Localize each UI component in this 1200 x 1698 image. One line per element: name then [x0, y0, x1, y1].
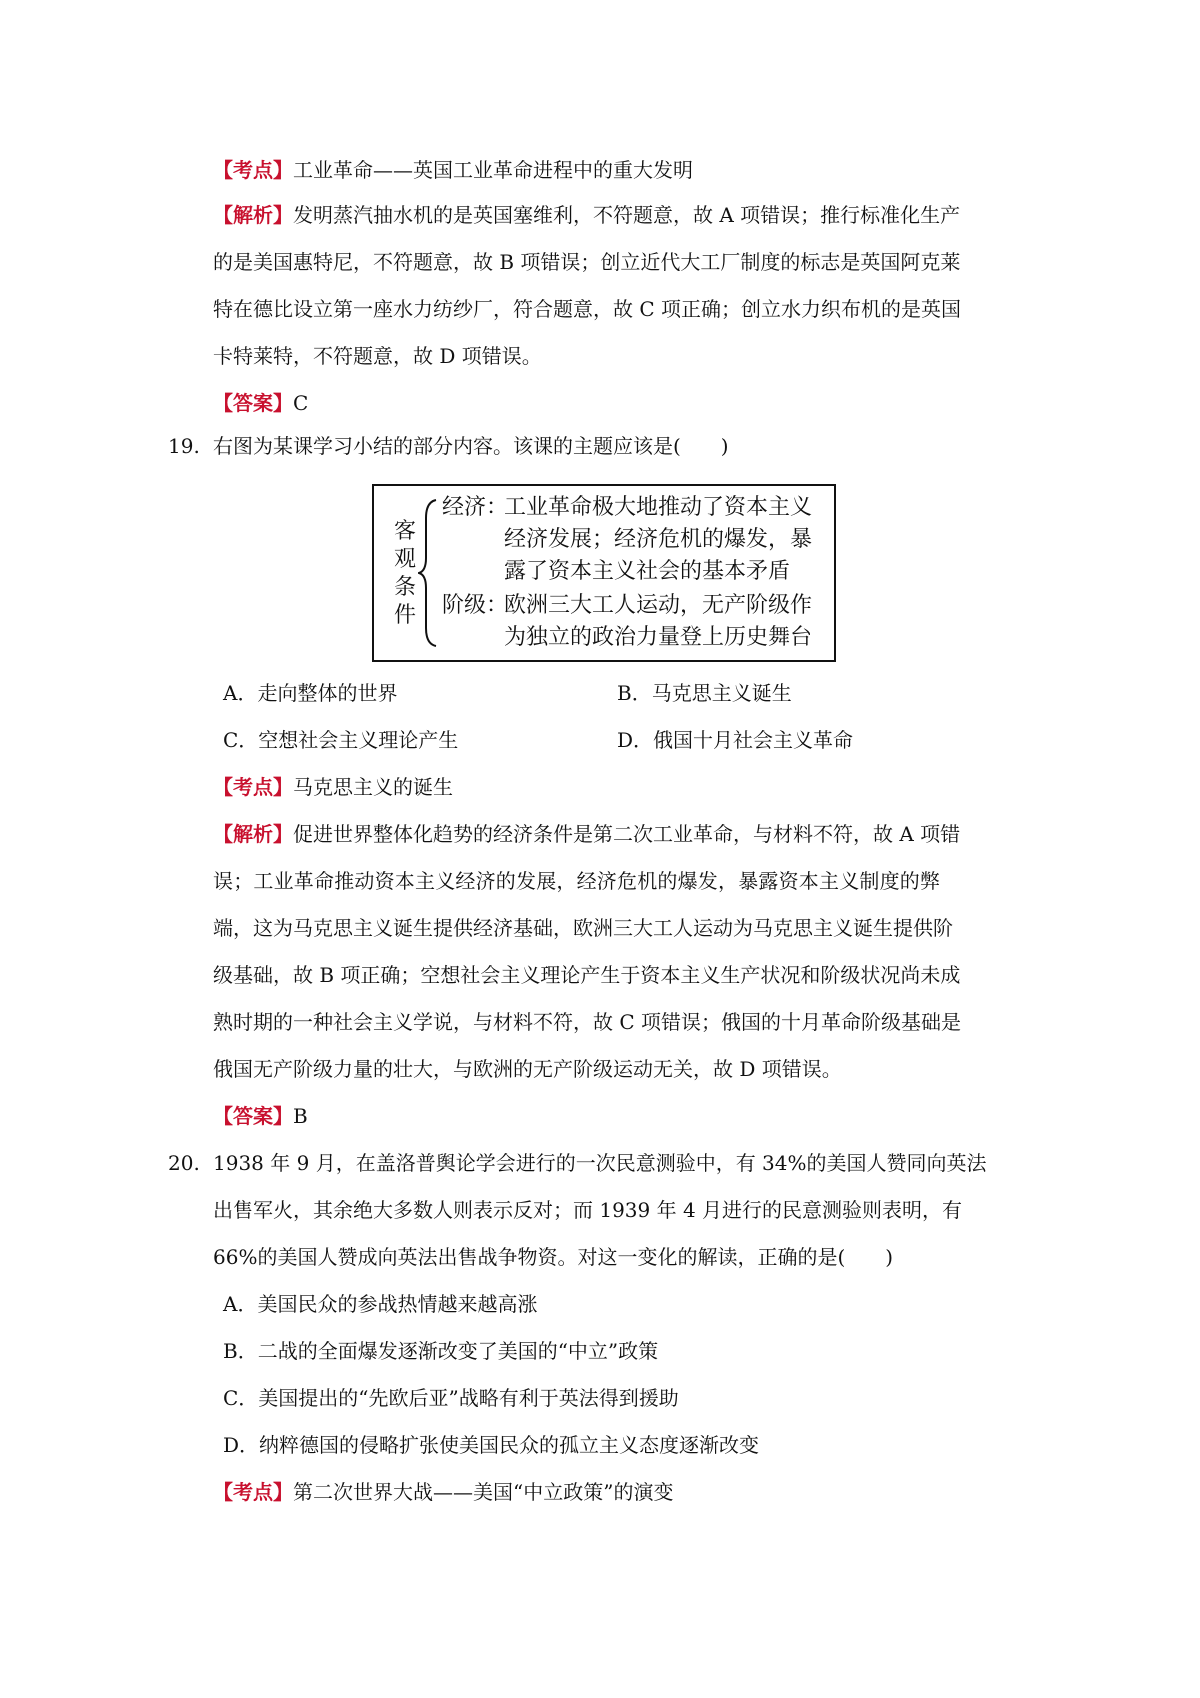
- question-number-19: 19.: [168, 434, 200, 458]
- jiexi-line: [213, 819, 961, 849]
- vertical-char: 条: [393, 575, 416, 600]
- kaodian-line-20: [213, 1477, 673, 1507]
- jiexi-line: 俄国无产阶级力量的壮大，与欧洲的无产阶级运动无关，故 D 项错误。: [213, 1057, 842, 1081]
- question-number-20: 20.: [168, 1151, 200, 1175]
- econ-line: 经济发展；经济危机的爆发，暴: [504, 527, 813, 552]
- left-brace-icon: [418, 498, 438, 648]
- econ-label: 经济：: [442, 495, 509, 520]
- vertical-char: 观: [393, 547, 416, 572]
- option-b: B．二战的全面爆发逐渐改变了美国的“中立”政策: [223, 1339, 659, 1363]
- figure-vertical-label: [392, 518, 418, 630]
- jiexi-text: 促进世界整体化趋势的经济条件是第二次工业革命，与材料不符，故 A 项错: [293, 822, 961, 846]
- econ-line: 工业革命极大地推动了资本主义: [504, 495, 813, 520]
- jiexi-line: 熟时期的一种社会主义学说，与材料不符，故 C 项错误；俄国的十月革命阶级基础是: [213, 1010, 962, 1034]
- daan-tag: 【答案】: [213, 391, 293, 415]
- jiexi-line: 特在德比设立第一座水力纺纱厂，符合题意，故 C 项正确；创立水力织布机的是英国: [213, 297, 962, 321]
- option-c: C．空想社会主义理论产生: [223, 728, 459, 752]
- option-a: A．走向整体的世界: [223, 681, 398, 705]
- option-c: C．美国提出的“先欧后亚”战略有利于英法得到援助: [223, 1386, 679, 1410]
- kaodian-tag: 【考点】: [213, 1480, 293, 1504]
- daan-value: B: [293, 1104, 308, 1128]
- econ-line: 露了资本主义社会的基本矛盾: [504, 559, 791, 584]
- daan-value: C: [293, 391, 309, 415]
- question-stem-20: 1938 年 9 月，在盖洛普舆论学会进行的一次民意测验中，有 34%的美国人赞同向英法: [213, 1151, 987, 1175]
- class-line: 欧洲三大工人运动，无产阶级作: [504, 593, 813, 618]
- class-line: 为独立的政治力量登上历史舞台: [504, 625, 813, 650]
- option-d: D．俄国十月社会主义革命: [617, 728, 854, 752]
- answer-line-19: [213, 1101, 308, 1131]
- kaodian-text: 工业革命——英国工业革命进程中的重大发明: [293, 158, 693, 182]
- jiexi-tag: 【解析】: [213, 822, 293, 846]
- jiexi-text: 发明蒸汽抽水机的是英国塞维利，不符题意，故 A 项错误；推行标准化生产: [293, 203, 961, 227]
- summary-figure: [372, 484, 836, 662]
- answer-line-18: [213, 388, 308, 418]
- vertical-char: 件: [393, 603, 416, 628]
- kaodian-line-19: [213, 772, 453, 802]
- kaodian-line-18: [213, 155, 693, 185]
- kaodian-tag: 【考点】: [213, 775, 293, 799]
- option-a: A．美国民众的参战热情越来越高涨: [223, 1292, 538, 1316]
- jiexi-tag: 【解析】: [213, 203, 293, 227]
- question-stem-19: 右图为某课学习小结的部分内容。该课的主题应该是( ): [213, 434, 729, 458]
- jiexi-line: 卡特莱特，不符题意，故 D 项错误。: [213, 344, 542, 368]
- jiexi-line: 级基础，故 B 项正确；空想社会主义理论产生于资本主义生产状况和阶级状况尚未成: [213, 963, 961, 987]
- jiexi-line: 的是美国惠特尼，不符题意，故 B 项错误；创立近代大工厂制度的标志是英国阿克莱: [213, 250, 961, 274]
- question-stem-20: 66%的美国人赞成向英法出售战争物资。对这一变化的解读，正确的是( ): [213, 1245, 894, 1269]
- option-d: D．纳粹德国的侵略扩张使美国民众的孤立主义态度逐渐改变: [223, 1433, 760, 1457]
- question-stem-20: 出售军火，其余绝大多数人则表示反对；而 1939 年 4 月进行的民意测验则表明，有: [213, 1198, 963, 1222]
- vertical-char: 客: [393, 519, 416, 544]
- option-b: B．马克思主义诞生: [617, 681, 792, 705]
- kaodian-tag: 【考点】: [213, 158, 293, 182]
- jiexi-line: 误；工业革命推动资本主义经济的发展，经济危机的爆发，暴露资本主义制度的弊: [213, 869, 940, 893]
- class-label: 阶级：: [442, 593, 509, 618]
- jiexi-line: [213, 200, 961, 230]
- daan-tag: 【答案】: [213, 1104, 293, 1128]
- kaodian-text: 第二次世界大战——美国“中立政策”的演变: [293, 1480, 674, 1504]
- kaodian-text: 马克思主义的诞生: [293, 775, 453, 799]
- jiexi-line: 端，这为马克思主义诞生提供经济基础，欧洲三大工人运动为马克思主义诞生提供阶: [213, 916, 953, 940]
